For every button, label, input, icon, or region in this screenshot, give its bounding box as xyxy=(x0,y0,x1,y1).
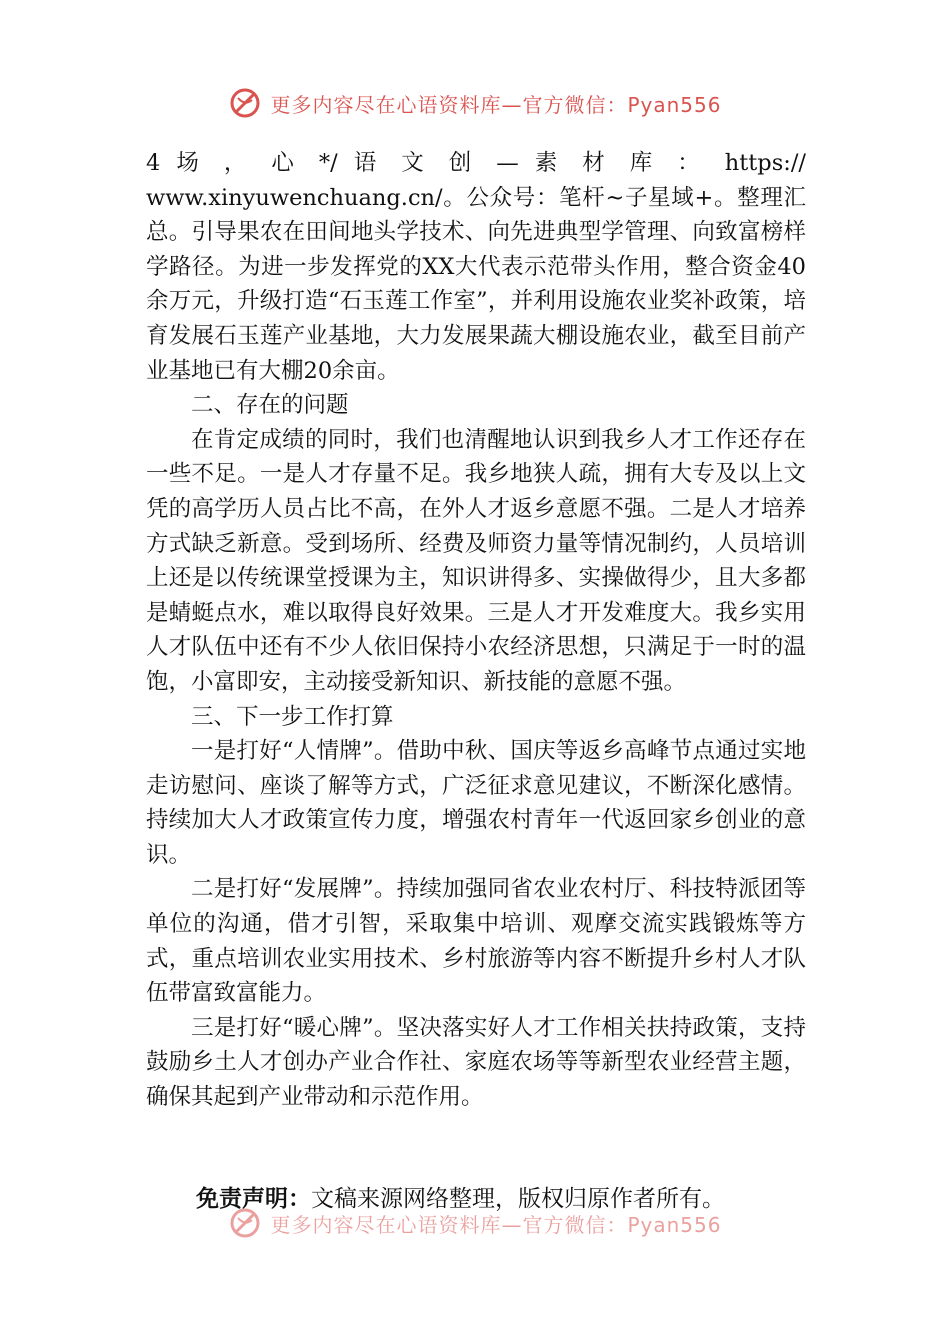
document-body xyxy=(146,146,806,1115)
paragraph-2: 在肯定成绩的同时，我们也清醒地认识到我乡人才工作还存在一些不足。一是人才存量不足。我乡地狭人疏，拥有大专及以上文凭的高学历人员占比不高，在外人才返乡意愿不强。二是人才培养方式缺乏新意。受到场所、经费及师资力量等情况制约，人员培训上还是以传统课堂授课为主，知识讲得多、实操做得少，且大多都是蜻蜓点水，难以取得良好效果。三是人才开发难度大。我乡实用人才队伍中还有不少人依旧保持小农经济思想，只满足于一时的温饱，小富即安，主动接受新知识、新技能的意愿不强。 xyxy=(146,426,806,695)
header-watermark xyxy=(0,86,950,120)
disclaimer-label: 免责声明： xyxy=(196,1186,311,1212)
footer-watermark xyxy=(0,1206,950,1240)
paragraph-5: 三是打好“暖心牌”。坚决落实好人才工作相关扶持政策，支持鼓励乡土人才创办产业合作社、家庭农场等等新型农业经营主题，确保其起到产业带动和示范作用。 xyxy=(146,1014,806,1111)
section-heading-next-steps: 三、下一步工作打算 xyxy=(191,703,394,730)
paragraph-1-first-line: 4 场 ， 心 */ 语 文 创 — 素 材 库 ： https:// xyxy=(146,150,806,176)
brush-logo-icon xyxy=(228,86,262,120)
paragraph-1: www.xinyuwenchuang.cn/。公众号：笔杆~子星域+。整理汇总。引导果农在田间地头学技术、向先进典型学管理、向致富榜样学路径。为进一步发挥党的XX大代表示范带头作用，整合资金40余万元，升级打造“石玉莲工作室”，并利用设施农业奖补政策，培育发展石玉莲产业基地，大力发展果蔬大棚设施农业，截至目前产业基地已有大棚20余亩。 xyxy=(146,184,806,384)
paragraph-3: 一是打好“人情牌”。借助中秋、国庆等返乡高峰节点通过实地走访慰问、座谈了解等方式，广泛征求意见建议，不断深化感情。持续加大人才政策宣传力度，增强农村青年一代返回家乡创业的意识。 xyxy=(146,738,806,868)
watermark-text: 更多内容尽在心语资料库—官方微信：Pyan556 xyxy=(270,92,722,117)
paragraph-4: 二是打好“发展牌”。持续加强同省农业农村厅、科技特派团等单位的沟通，借才引智，采取集中培训、观摩交流实践锻炼等方式，重点培训农业实用技术、乡村旅游等内容不断提升乡村人才队伍带富致富能力。 xyxy=(146,876,806,1007)
brush-logo-icon xyxy=(228,1206,262,1240)
disclaimer-text: 文稿来源网络整理，版权归原作者所有。 xyxy=(311,1186,725,1212)
section-heading-problems: 二、存在的问题 xyxy=(191,392,349,419)
watermark-text: 更多内容尽在心语资料库—官方微信：Pyan556 xyxy=(270,1212,722,1237)
